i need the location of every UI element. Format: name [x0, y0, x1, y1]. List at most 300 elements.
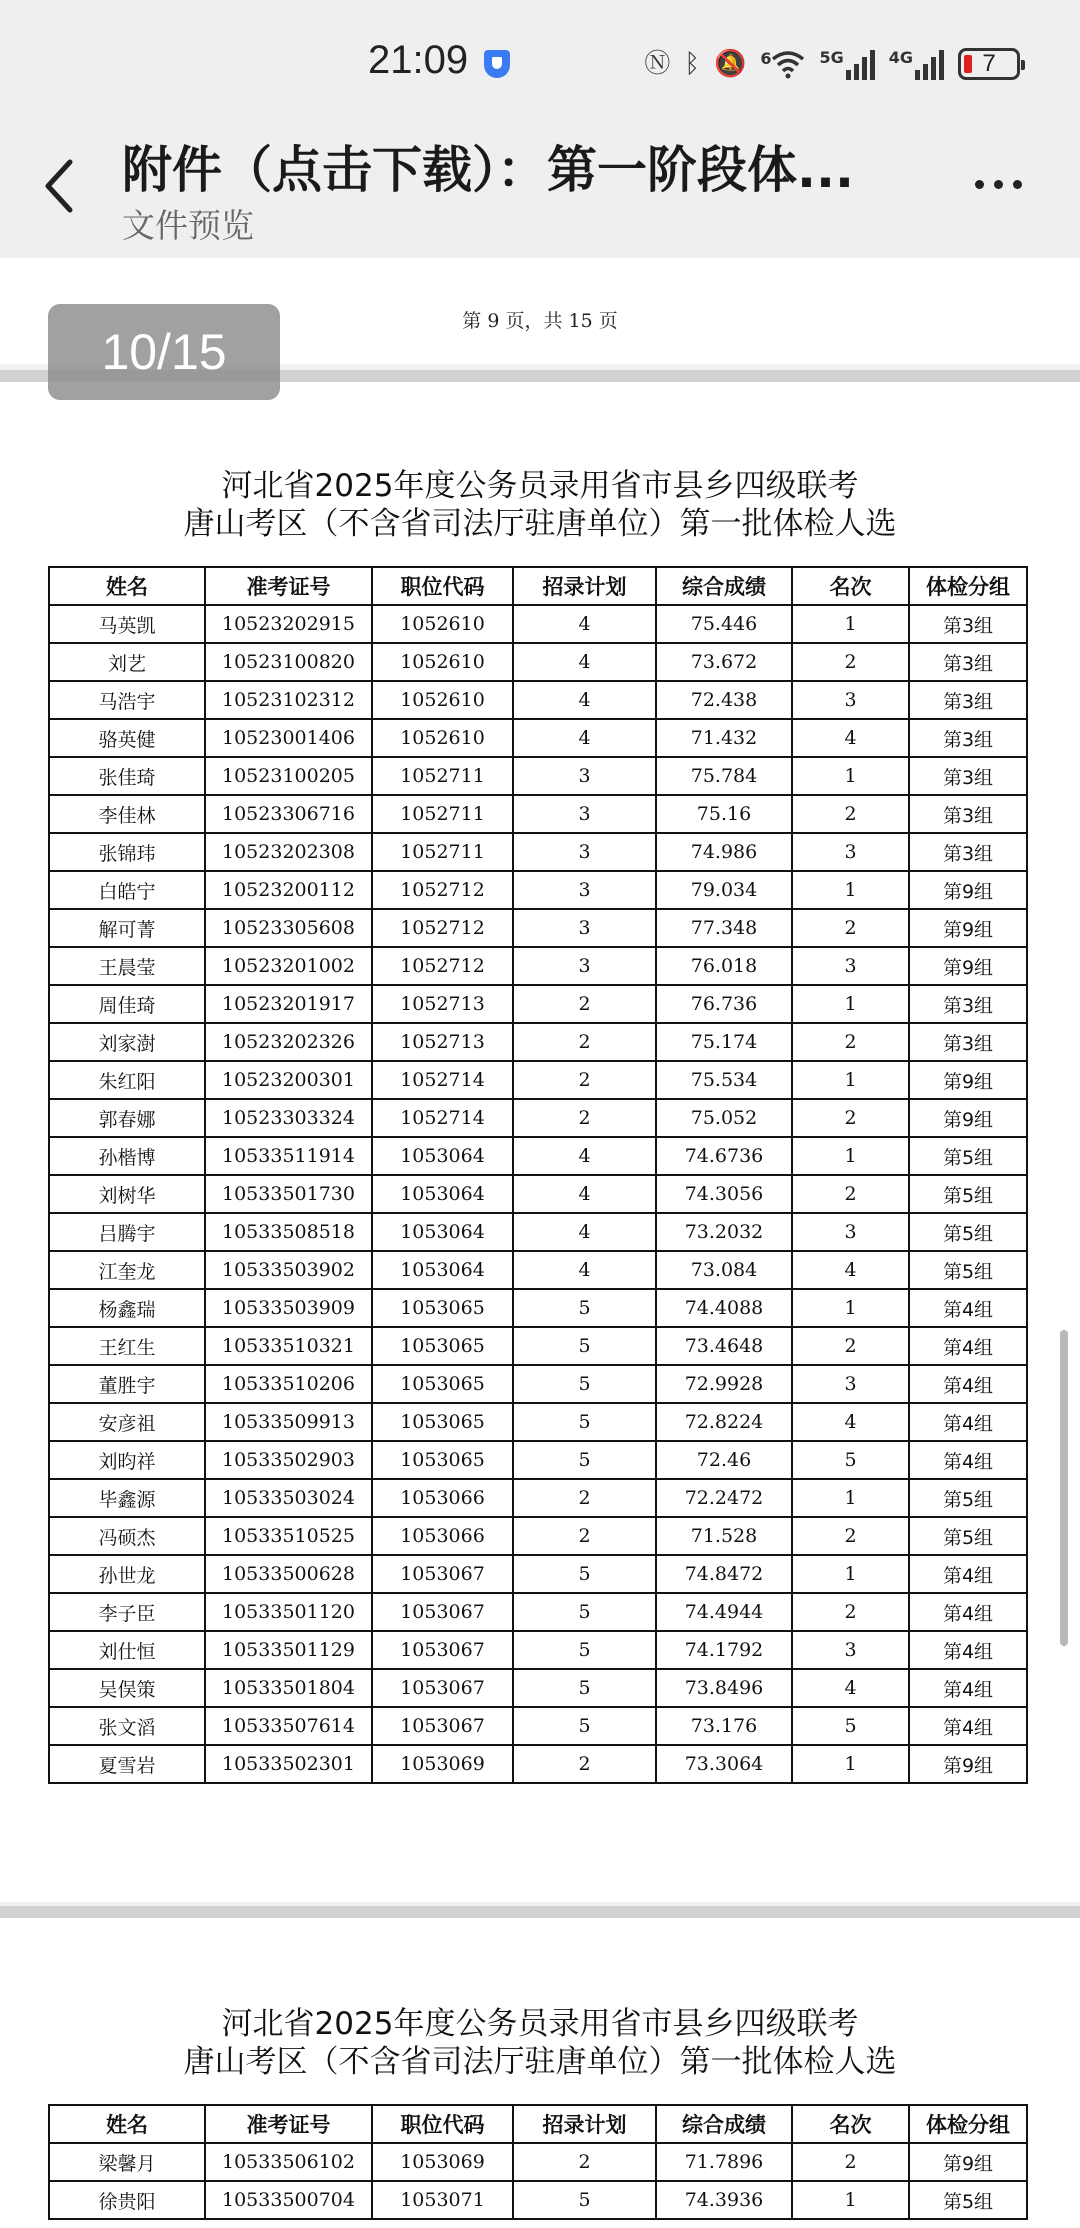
table-row [49, 1745, 1027, 1783]
cell-name: 李佳林 [49, 795, 205, 833]
cell-exam-id: 10533509913 [205, 1403, 372, 1441]
cell-plan: 4 [513, 681, 656, 719]
cell-score: 74.3056 [656, 1175, 792, 1213]
signal-4g-label: 4G [888, 48, 913, 67]
cell-score: 74.1792 [656, 1631, 792, 1669]
cell-score: 73.8496 [656, 1669, 792, 1707]
cell-score: 71.432 [656, 719, 792, 757]
cell-rank: 2 [792, 1099, 909, 1137]
cell-plan: 5 [513, 2181, 656, 2219]
table-row [49, 909, 1027, 947]
cell-exam-id: 10533510525 [205, 1517, 372, 1555]
cell-position-code: 1053067 [372, 1669, 513, 1707]
cell-rank: 1 [792, 1555, 909, 1593]
cell-name: 孙楷博 [49, 1137, 205, 1175]
cell-score: 72.438 [656, 681, 792, 719]
table-row [49, 1099, 1027, 1137]
col-header-exam-id: 准考证号 [205, 567, 372, 605]
cell-position-code: 1052610 [372, 681, 513, 719]
cell-exam-id: 10523200301 [205, 1061, 372, 1099]
col-header-plan: 招录计划 [513, 2105, 656, 2143]
cell-position-code: 1053067 [372, 1555, 513, 1593]
cell-position-code: 1052610 [372, 605, 513, 643]
cell-name: 马英凯 [49, 605, 205, 643]
cell-name: 吕腾宇 [49, 1213, 205, 1251]
table-row [49, 833, 1027, 871]
cell-exam-id: 10533501804 [205, 1669, 372, 1707]
cell-group: 第9组 [909, 2143, 1027, 2181]
table-row [49, 1631, 1027, 1669]
cell-group: 第3组 [909, 985, 1027, 1023]
table-row [49, 1365, 1027, 1403]
cell-group: 第4组 [909, 1555, 1027, 1593]
cell-group: 第9组 [909, 909, 1027, 947]
cell-score: 74.6736 [656, 1137, 792, 1175]
cell-rank: 2 [792, 2143, 909, 2181]
cell-score: 72.9928 [656, 1365, 792, 1403]
cell-score: 79.034 [656, 871, 792, 909]
cell-name: 张锦玮 [49, 833, 205, 871]
cell-position-code: 1052712 [372, 909, 513, 947]
nfc-icon: Ⓝ [644, 49, 671, 79]
cell-score: 73.2032 [656, 1213, 792, 1251]
cell-exam-id: 10533500628 [205, 1555, 372, 1593]
cell-group: 第4组 [909, 1631, 1027, 1669]
cell-plan: 4 [513, 605, 656, 643]
page-10 [0, 382, 1080, 1902]
cell-group: 第5组 [909, 1479, 1027, 1517]
cell-plan: 5 [513, 1593, 656, 1631]
cell-exam-id: 10523202915 [205, 605, 372, 643]
cell-plan: 4 [513, 1175, 656, 1213]
cell-exam-id: 10533503902 [205, 1251, 372, 1289]
cell-rank: 3 [792, 681, 909, 719]
cell-name: 白皓宁 [49, 871, 205, 909]
cell-score: 73.3064 [656, 1745, 792, 1783]
col-header-name: 姓名 [49, 567, 205, 605]
cell-position-code: 1052714 [372, 1099, 513, 1137]
page-separator [0, 1906, 1080, 1918]
cell-plan: 2 [513, 985, 656, 1023]
cell-position-code: 1052711 [372, 757, 513, 795]
page-10-title-line2: 唐山考区（不含省司法厅驻唐单位）第一批体检人选 [183, 506, 897, 542]
table-row [49, 947, 1027, 985]
cell-rank: 4 [792, 1251, 909, 1289]
cell-name: 解可菁 [49, 909, 205, 947]
cell-exam-id: 10533501129 [205, 1631, 372, 1669]
cell-score: 75.174 [656, 1023, 792, 1061]
cell-plan: 2 [513, 1061, 656, 1099]
page-10-table [48, 566, 1028, 1784]
cell-group: 第4组 [909, 1593, 1027, 1631]
page-11-title-line2: 唐山考区（不含省司法厅驻唐单位）第一批体检人选 [183, 2044, 897, 2080]
cell-group: 第4组 [909, 1289, 1027, 1327]
cell-name: 骆英健 [49, 719, 205, 757]
cell-plan: 2 [513, 1099, 656, 1137]
wifi-icon [760, 49, 805, 79]
status-bar [0, 0, 1080, 128]
clock: 21:09 [368, 38, 469, 82]
cell-position-code: 1053065 [372, 1289, 513, 1327]
cell-group: 第4组 [909, 1403, 1027, 1441]
cell-exam-id: 10533506102 [205, 2143, 372, 2181]
signal-5g-label: 5G [819, 48, 844, 67]
shield-icon [484, 50, 510, 78]
cell-plan: 4 [513, 719, 656, 757]
cell-position-code: 1053065 [372, 1327, 513, 1365]
cell-position-code: 1053067 [372, 1631, 513, 1669]
cell-group: 第3组 [909, 833, 1027, 871]
cell-rank: 1 [792, 1137, 909, 1175]
col-header-score: 综合成绩 [656, 567, 792, 605]
cell-name: 安彦祖 [49, 1403, 205, 1441]
cell-position-code: 1053066 [372, 1517, 513, 1555]
table-row [49, 1593, 1027, 1631]
cell-plan: 5 [513, 1631, 656, 1669]
cell-plan: 5 [513, 1365, 656, 1403]
cell-name: 冯硕杰 [49, 1517, 205, 1555]
cell-plan: 3 [513, 871, 656, 909]
table-row [49, 1555, 1027, 1593]
cell-exam-id: 10533502301 [205, 1745, 372, 1783]
cell-group: 第9组 [909, 1745, 1027, 1783]
table-row [49, 1251, 1027, 1289]
cell-exam-id: 10533510206 [205, 1365, 372, 1403]
cell-position-code: 1053065 [372, 1403, 513, 1441]
table-row [49, 757, 1027, 795]
cell-score: 76.018 [656, 947, 792, 985]
cell-exam-id: 10523202308 [205, 833, 372, 871]
cell-name: 王红生 [49, 1327, 205, 1365]
cell-group: 第4组 [909, 1707, 1027, 1745]
cell-position-code: 1053066 [372, 1479, 513, 1517]
cell-name: 周佳琦 [49, 985, 205, 1023]
cell-plan: 3 [513, 909, 656, 947]
cell-name: 张文滔 [49, 1707, 205, 1745]
cell-group: 第9组 [909, 871, 1027, 909]
cell-rank: 1 [792, 1745, 909, 1783]
cell-group: 第5组 [909, 1137, 1027, 1175]
cell-exam-id: 10533510321 [205, 1327, 372, 1365]
table-row [49, 719, 1027, 757]
cell-rank: 1 [792, 1061, 909, 1099]
cell-plan: 2 [513, 1479, 656, 1517]
cell-plan: 5 [513, 1289, 656, 1327]
cell-rank: 5 [792, 1441, 909, 1479]
cell-position-code: 1053067 [372, 1707, 513, 1745]
col-header-group: 体检分组 [909, 567, 1027, 605]
cell-group: 第5组 [909, 2181, 1027, 2219]
cell-plan: 5 [513, 1707, 656, 1745]
cell-plan: 2 [513, 1517, 656, 1555]
cell-position-code: 1052713 [372, 1023, 513, 1061]
cell-score: 72.2472 [656, 1479, 792, 1517]
table-row [49, 605, 1027, 643]
cell-score: 73.4648 [656, 1327, 792, 1365]
cell-plan: 4 [513, 1213, 656, 1251]
signal-5g-icon [819, 48, 874, 80]
cell-name: 江奎龙 [49, 1251, 205, 1289]
cell-exam-id: 10523100820 [205, 643, 372, 681]
cell-position-code: 1052714 [372, 1061, 513, 1099]
cell-exam-id: 10533501120 [205, 1593, 372, 1631]
table-row [49, 2181, 1027, 2219]
cell-exam-id: 10523100205 [205, 757, 372, 795]
cell-name: 刘昀祥 [49, 1441, 205, 1479]
cell-group: 第5组 [909, 1251, 1027, 1289]
cell-exam-id: 10533511914 [205, 1137, 372, 1175]
cell-rank: 4 [792, 1669, 909, 1707]
cell-plan: 5 [513, 1555, 656, 1593]
cell-score: 74.986 [656, 833, 792, 871]
cell-group: 第5组 [909, 1517, 1027, 1555]
signal-4g-icon [889, 48, 944, 80]
cell-rank: 3 [792, 833, 909, 871]
cell-exam-id: 10523202326 [205, 1023, 372, 1061]
cell-rank: 1 [792, 985, 909, 1023]
cell-plan: 3 [513, 757, 656, 795]
cell-exam-id: 10523102312 [205, 681, 372, 719]
cell-group: 第3组 [909, 719, 1027, 757]
cell-name: 刘艺 [49, 643, 205, 681]
table-row [49, 1441, 1027, 1479]
table-row [49, 1061, 1027, 1099]
cell-rank: 4 [792, 719, 909, 757]
mute-bell-icon: 🔕 [713, 49, 747, 79]
cell-score: 75.534 [656, 1061, 792, 1099]
cell-group: 第3组 [909, 681, 1027, 719]
cell-rank: 3 [792, 1365, 909, 1403]
cell-group: 第4组 [909, 1365, 1027, 1403]
cell-plan: 4 [513, 1251, 656, 1289]
cell-score: 76.736 [656, 985, 792, 1023]
cell-position-code: 1052610 [372, 719, 513, 757]
cell-rank: 2 [792, 909, 909, 947]
col-header-group: 体检分组 [909, 2105, 1027, 2143]
cell-group: 第5组 [909, 1213, 1027, 1251]
cell-plan: 2 [513, 2143, 656, 2181]
col-header-plan: 招录计划 [513, 567, 656, 605]
cell-exam-id: 10523200112 [205, 871, 372, 909]
cell-score: 71.528 [656, 1517, 792, 1555]
col-header-rank: 名次 [792, 2105, 909, 2143]
cell-score: 74.4944 [656, 1593, 792, 1631]
cell-score: 75.052 [656, 1099, 792, 1137]
cell-exam-id: 10533500704 [205, 2181, 372, 2219]
cell-rank: 2 [792, 1517, 909, 1555]
cell-position-code: 1053064 [372, 1175, 513, 1213]
cell-rank: 5 [792, 1707, 909, 1745]
cell-plan: 3 [513, 833, 656, 871]
cell-name: 刘仕恒 [49, 1631, 205, 1669]
battery-level: 7 [982, 50, 996, 77]
cell-group: 第4组 [909, 1441, 1027, 1479]
cell-position-code: 1053067 [372, 1593, 513, 1631]
cell-plan: 5 [513, 1441, 656, 1479]
cell-position-code: 1053064 [372, 1213, 513, 1251]
table-row [49, 985, 1027, 1023]
cell-name: 李子臣 [49, 1593, 205, 1631]
cell-group: 第4组 [909, 1327, 1027, 1365]
col-header-score: 综合成绩 [656, 2105, 792, 2143]
cell-rank: 1 [792, 1479, 909, 1517]
cell-rank: 3 [792, 1631, 909, 1669]
cell-name: 夏雪岩 [49, 1745, 205, 1783]
cell-position-code: 1053064 [372, 1137, 513, 1175]
cell-position-code: 1053071 [372, 2181, 513, 2219]
cell-plan: 2 [513, 1745, 656, 1783]
wifi-6-label: 6 [760, 49, 772, 68]
cell-group: 第3组 [909, 1023, 1027, 1061]
cell-exam-id: 10523201002 [205, 947, 372, 985]
cell-name: 郭春娜 [49, 1099, 205, 1137]
cell-rank: 3 [792, 1213, 909, 1251]
cell-plan: 4 [513, 643, 656, 681]
cell-position-code: 1053069 [372, 2143, 513, 2181]
table-row [49, 643, 1027, 681]
page-11-table [48, 2104, 1028, 2220]
table-row [49, 1175, 1027, 1213]
document-subtitle: 文件预览 [122, 206, 254, 245]
cell-rank: 2 [792, 1175, 909, 1213]
cell-group: 第9组 [909, 1099, 1027, 1137]
table-row [49, 1327, 1027, 1365]
back-arrow-icon[interactable] [40, 158, 80, 214]
app-header [0, 110, 1080, 258]
bluetooth-icon: ᛒ [684, 49, 700, 79]
cell-position-code: 1052712 [372, 947, 513, 985]
cell-exam-id: 10523306716 [205, 795, 372, 833]
cell-rank: 1 [792, 1289, 909, 1327]
page-10-title-line1: 河北省2025年度公务员录用省市县乡四级联考 [221, 468, 859, 504]
cell-position-code: 1053069 [372, 1745, 513, 1783]
cell-exam-id: 10533503909 [205, 1289, 372, 1327]
page-counter: 10/15 [48, 304, 280, 400]
cell-score: 74.3936 [656, 2181, 792, 2219]
cell-name: 刘家澍 [49, 1023, 205, 1061]
cell-name: 朱红阳 [49, 1061, 205, 1099]
cell-score: 74.4088 [656, 1289, 792, 1327]
cell-name: 王晨莹 [49, 947, 205, 985]
table-row [49, 1137, 1027, 1175]
cell-plan: 4 [513, 1137, 656, 1175]
cell-name: 徐贵阳 [49, 2181, 205, 2219]
cell-score: 75.16 [656, 795, 792, 833]
cell-position-code: 1053065 [372, 1441, 513, 1479]
cell-name: 刘树华 [49, 1175, 205, 1213]
cell-rank: 1 [792, 757, 909, 795]
cell-plan: 3 [513, 947, 656, 985]
cell-plan: 5 [513, 1669, 656, 1707]
cell-rank: 2 [792, 795, 909, 833]
cell-name: 毕鑫源 [49, 1479, 205, 1517]
cell-exam-id: 10523305608 [205, 909, 372, 947]
cell-name: 梁馨月 [49, 2143, 205, 2181]
cell-exam-id: 10533508518 [205, 1213, 372, 1251]
cell-plan: 5 [513, 1327, 656, 1365]
cell-name: 杨鑫瑞 [49, 1289, 205, 1327]
cell-name: 董胜宇 [49, 1365, 205, 1403]
cell-rank: 3 [792, 947, 909, 985]
col-header-position-code: 职位代码 [372, 2105, 513, 2143]
cell-rank: 2 [792, 643, 909, 681]
cell-rank: 2 [792, 1023, 909, 1061]
cell-exam-id: 10533502903 [205, 1441, 372, 1479]
cell-name: 张佳琦 [49, 757, 205, 795]
cell-plan: 3 [513, 795, 656, 833]
cell-exam-id: 10533501730 [205, 1175, 372, 1213]
page-11 [0, 1918, 1080, 2228]
cell-group: 第3组 [909, 643, 1027, 681]
table-row [49, 1289, 1027, 1327]
cell-exam-id: 10523001406 [205, 719, 372, 757]
cell-position-code: 1052712 [372, 871, 513, 909]
cell-score: 72.8224 [656, 1403, 792, 1441]
cell-exam-id: 10523303324 [205, 1099, 372, 1137]
table-row [49, 1669, 1027, 1707]
cell-position-code: 1052610 [372, 643, 513, 681]
cell-score: 73.672 [656, 643, 792, 681]
cell-rank: 2 [792, 1327, 909, 1365]
table-row [49, 1479, 1027, 1517]
battery-icon [958, 48, 1020, 80]
cell-rank: 1 [792, 871, 909, 909]
cell-exam-id: 10533507614 [205, 1707, 372, 1745]
cell-score: 73.176 [656, 1707, 792, 1745]
cell-score: 73.084 [656, 1251, 792, 1289]
cell-score: 77.348 [656, 909, 792, 947]
cell-position-code: 1052711 [372, 795, 513, 833]
cell-position-code: 1053064 [372, 1251, 513, 1289]
cell-score: 71.7896 [656, 2143, 792, 2181]
cell-name: 吴俣策 [49, 1669, 205, 1707]
cell-rank: 1 [792, 2181, 909, 2219]
table-row [49, 871, 1027, 909]
cell-group: 第3组 [909, 795, 1027, 833]
table-header-row [49, 2105, 1027, 2143]
cell-rank: 1 [792, 605, 909, 643]
page-9-footer: 第 9 页，共 15 页 [462, 310, 618, 332]
cell-score: 75.446 [656, 605, 792, 643]
more-options-icon[interactable] [975, 180, 1022, 189]
cell-score: 75.784 [656, 757, 792, 795]
table-row [49, 2143, 1027, 2181]
cell-exam-id: 10533503024 [205, 1479, 372, 1517]
col-header-name: 姓名 [49, 2105, 205, 2143]
document-viewer[interactable] [0, 258, 1080, 2228]
cell-plan: 5 [513, 1403, 656, 1441]
cell-plan: 2 [513, 1023, 656, 1061]
cell-score: 74.8472 [656, 1555, 792, 1593]
col-header-position-code: 职位代码 [372, 567, 513, 605]
col-header-exam-id: 准考证号 [205, 2105, 372, 2143]
cell-position-code: 1053065 [372, 1365, 513, 1403]
table-row [49, 1403, 1027, 1441]
cell-group: 第9组 [909, 947, 1027, 985]
table-row [49, 1707, 1027, 1745]
cell-name: 马浩宇 [49, 681, 205, 719]
cell-group: 第3组 [909, 605, 1027, 643]
cell-group: 第9组 [909, 1061, 1027, 1099]
table-row [49, 681, 1027, 719]
table-header-row [49, 567, 1027, 605]
col-header-rank: 名次 [792, 567, 909, 605]
scrollbar-thumb[interactable] [1060, 1330, 1068, 1646]
table-row [49, 1213, 1027, 1251]
cell-rank: 2 [792, 1593, 909, 1631]
cell-name: 孙世龙 [49, 1555, 205, 1593]
cell-group: 第3组 [909, 757, 1027, 795]
